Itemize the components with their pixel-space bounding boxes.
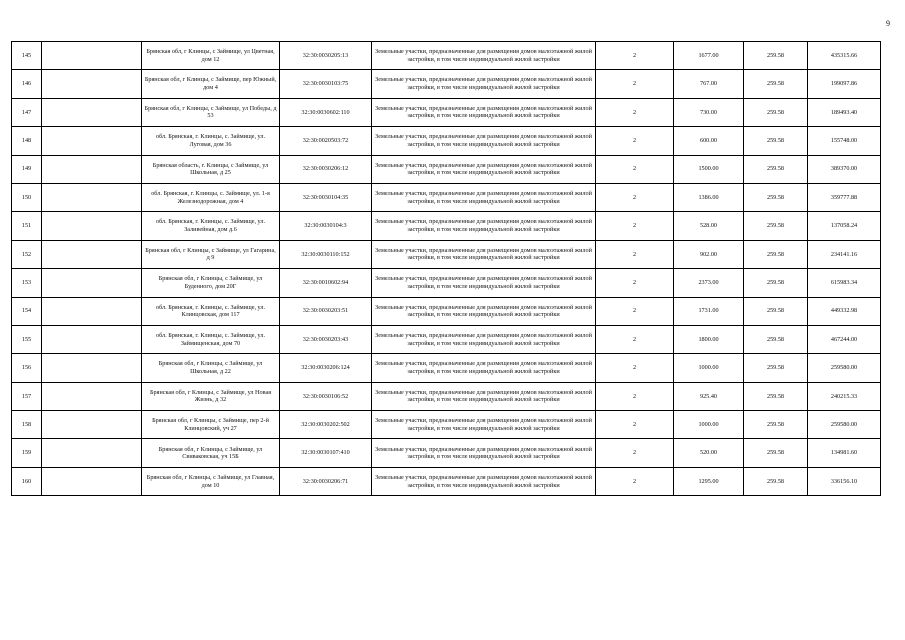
table-row (12, 439, 881, 467)
spacer-cell (42, 42, 142, 70)
group-number-cell: 2 (596, 467, 674, 495)
group-number-cell: 2 (596, 212, 674, 240)
cadastral-value-cell: 234141.16 (808, 240, 881, 268)
spacer-cell (42, 240, 142, 268)
cadastral-number-cell: 32:30:0030205:13 (280, 42, 372, 70)
cadastral-number-cell: 32:30:0020503:72 (280, 127, 372, 155)
cadastral-value-cell: 615983.34 (808, 269, 881, 297)
area-cell: 2373.00 (674, 269, 744, 297)
row-number-cell: 148 (12, 127, 42, 155)
group-number-cell: 2 (596, 269, 674, 297)
land-use-purpose-cell: Земельные участки, предназначенные для размещения домов малоэтажной жилой застройки, в том числе индивидуальной жилой застройки (372, 212, 596, 240)
specific-value-cell: 259.58 (744, 240, 808, 268)
table-row (12, 240, 881, 268)
row-number-cell: 152 (12, 240, 42, 268)
table-row (12, 325, 881, 353)
spacer-cell (42, 354, 142, 382)
address-cell: Брянская обл, г Клинцы, с Займище, ул Новая Жизнь, д 32 (142, 382, 280, 410)
cadastral-number-cell: 32:30:0030206:71 (280, 467, 372, 495)
table-row (12, 212, 881, 240)
area-cell: 1500.00 (674, 155, 744, 183)
area-cell: 730.00 (674, 98, 744, 126)
group-number-cell: 2 (596, 354, 674, 382)
cadastral-number-cell: 32:30:0030106:52 (280, 382, 372, 410)
area-cell: 1386.00 (674, 183, 744, 211)
address-cell: обл. Брянская, г. Клинцы, с. Займище, ул. 1-я Железнодорожная, дом 4 (142, 183, 280, 211)
row-number-cell: 155 (12, 325, 42, 353)
land-use-purpose-cell: Земельные участки, предназначенные для размещения домов малоэтажной жилой застройки, в том числе индивидуальной жилой застройки (372, 155, 596, 183)
cadastral-number-cell: 32:30:0030103:75 (280, 70, 372, 98)
table-row (12, 354, 881, 382)
cadastral-number-cell: 32:30:0030110:152 (280, 240, 372, 268)
land-use-purpose-cell: Земельные участки, предназначенные для размещения домов малоэтажной жилой застройки, в том числе индивидуальной жилой застройки (372, 70, 596, 98)
table-row (12, 155, 881, 183)
spacer-cell (42, 297, 142, 325)
cadastral-number-cell: 32:30:0030107:410 (280, 439, 372, 467)
cadastral-value-cell: 359777.88 (808, 183, 881, 211)
cadastral-value-cell: 259580.00 (808, 354, 881, 382)
cadastral-number-cell: 32:30:0030206:12 (280, 155, 372, 183)
table-row (12, 127, 881, 155)
row-number-cell: 150 (12, 183, 42, 211)
land-use-purpose-cell: Земельные участки, предназначенные для размещения домов малоэтажной жилой застройки, в том числе индивидуальной жилой застройки (372, 183, 596, 211)
cadastral-number-cell: 32:30:0030104:3 (280, 212, 372, 240)
group-number-cell: 2 (596, 411, 674, 439)
address-cell: Брянская обл, г Клинцы, с Займище, пер 2-й Клинцовский, уч 27 (142, 411, 280, 439)
spacer-cell (42, 411, 142, 439)
spacer-cell (42, 127, 142, 155)
specific-value-cell: 259.58 (744, 155, 808, 183)
land-use-purpose-cell: Земельные участки, предназначенные для размещения домов малоэтажной жилой застройки, в том числе индивидуальной жилой застройки (372, 325, 596, 353)
land-use-purpose-cell: Земельные участки, предназначенные для размещения домов малоэтажной жилой застройки, в том числе индивидуальной жилой застройки (372, 297, 596, 325)
land-use-purpose-cell: Земельные участки, предназначенные для размещения домов малоэтажной жилой застройки, в том числе индивидуальной жилой застройки (372, 382, 596, 410)
row-number-cell: 160 (12, 467, 42, 495)
table-row (12, 467, 881, 495)
spacer-cell (42, 439, 142, 467)
cadastral-value-cell: 240215.33 (808, 382, 881, 410)
address-cell: Брянская обл, г Клинцы, с Займище, ул Победы, д 53 (142, 98, 280, 126)
area-cell: 520.00 (674, 439, 744, 467)
spacer-cell (42, 325, 142, 353)
spacer-cell (42, 183, 142, 211)
group-number-cell: 2 (596, 70, 674, 98)
group-number-cell: 2 (596, 127, 674, 155)
row-number-cell: 151 (12, 212, 42, 240)
area-cell: 1677.00 (674, 42, 744, 70)
cadastral-value-cell: 467244.00 (808, 325, 881, 353)
cadastral-value-cell: 189493.40 (808, 98, 881, 126)
cadastral-number-cell: 32:30:0030602:110 (280, 98, 372, 126)
area-cell: 902.00 (674, 240, 744, 268)
address-cell: Брянская обл, г Клинцы, с Займище, ул Главная, дом 10 (142, 467, 280, 495)
address-cell: Брянская обл, г Клинцы, с Займище, ул Цветная, дом 12 (142, 42, 280, 70)
specific-value-cell: 259.58 (744, 98, 808, 126)
row-number-cell: 154 (12, 297, 42, 325)
land-use-purpose-cell: Земельные участки, предназначенные для размещения домов малоэтажной жилой застройки, в том числе индивидуальной жилой застройки (372, 411, 596, 439)
group-number-cell: 2 (596, 240, 674, 268)
spacer-cell (42, 98, 142, 126)
address-cell: Брянская область, г. Клинцы, с Займище, ул Школьная, д 25 (142, 155, 280, 183)
row-number-cell: 145 (12, 42, 42, 70)
area-cell: 1800.00 (674, 325, 744, 353)
group-number-cell: 2 (596, 183, 674, 211)
area-cell: 767.00 (674, 70, 744, 98)
area-cell: 1731.00 (674, 297, 744, 325)
spacer-cell (42, 467, 142, 495)
group-number-cell: 2 (596, 155, 674, 183)
table-row (12, 411, 881, 439)
group-number-cell: 2 (596, 42, 674, 70)
cadastral-value-cell: 449332.98 (808, 297, 881, 325)
group-number-cell: 2 (596, 98, 674, 126)
cadastral-value-cell: 435315.66 (808, 42, 881, 70)
area-cell: 528.00 (674, 212, 744, 240)
table-row (12, 42, 881, 70)
area-cell: 1000.00 (674, 354, 744, 382)
specific-value-cell: 259.58 (744, 354, 808, 382)
group-number-cell: 2 (596, 325, 674, 353)
land-plots-table (11, 41, 881, 496)
address-cell: Брянская обл, г Клинцы, с Займище, ул Свиваковская, уч 15Б (142, 439, 280, 467)
address-cell: Брянская обл, г Клинцы, с Займище, ул Гагарина, д 9 (142, 240, 280, 268)
row-number-cell: 158 (12, 411, 42, 439)
area-cell: 600.00 (674, 127, 744, 155)
row-number-cell: 147 (12, 98, 42, 126)
address-cell: обл. Брянская, г. Клинцы, с. Займище, ул. Луговая, дом 36 (142, 127, 280, 155)
cadastral-number-cell: 32:30:0030206:124 (280, 354, 372, 382)
address-cell: Брянская обл, г Клинцы, с Займище, пер Южный, дом 4 (142, 70, 280, 98)
land-use-purpose-cell: Земельные участки, предназначенные для размещения домов малоэтажной жилой застройки, в том числе индивидуальной жилой застройки (372, 240, 596, 268)
cadastral-number-cell: 32:30:0030203:51 (280, 297, 372, 325)
table-row (12, 297, 881, 325)
row-number-cell: 153 (12, 269, 42, 297)
cadastral-value-cell: 336156.10 (808, 467, 881, 495)
specific-value-cell: 259.58 (744, 325, 808, 353)
land-use-purpose-cell: Земельные участки, предназначенные для размещения домов малоэтажной жилой застройки, в том числе индивидуальной жилой застройки (372, 269, 596, 297)
address-cell: Брянская обл, г Клинцы, с Займище, ул Буденного, дом 20Г (142, 269, 280, 297)
cadastral-number-cell: 32:30:0010602:94 (280, 269, 372, 297)
specific-value-cell: 259.58 (744, 42, 808, 70)
row-number-cell: 156 (12, 354, 42, 382)
spacer-cell (42, 155, 142, 183)
address-cell: Брянская обл, г Клинцы, с Займище, ул Школьная, д 22 (142, 354, 280, 382)
address-cell: обл. Брянская, г. Клинцы, с. Займище, ул. Клинцовская, дом 117 (142, 297, 280, 325)
specific-value-cell: 259.58 (744, 382, 808, 410)
land-use-purpose-cell: Земельные участки, предназначенные для размещения домов малоэтажной жилой застройки, в том числе индивидуальной жилой застройки (372, 42, 596, 70)
area-cell: 1000.00 (674, 411, 744, 439)
specific-value-cell: 259.58 (744, 467, 808, 495)
specific-value-cell: 259.58 (744, 212, 808, 240)
spacer-cell (42, 212, 142, 240)
cadastral-number-cell: 32:30:0030203:43 (280, 325, 372, 353)
cadastral-value-cell: 155748.00 (808, 127, 881, 155)
cadastral-value-cell: 134981.60 (808, 439, 881, 467)
land-use-purpose-cell: Земельные участки, предназначенные для размещения домов малоэтажной жилой застройки, в том числе индивидуальной жилой застройки (372, 127, 596, 155)
land-use-purpose-cell: Земельные участки, предназначенные для размещения домов малоэтажной жилой застройки, в том числе индивидуальной жилой застройки (372, 467, 596, 495)
specific-value-cell: 259.58 (744, 411, 808, 439)
row-number-cell: 159 (12, 439, 42, 467)
address-cell: обл. Брянская, г. Клинцы, с. Займище, ул. Заливейная, дом д.6 (142, 212, 280, 240)
spacer-cell (42, 70, 142, 98)
specific-value-cell: 259.58 (744, 439, 808, 467)
specific-value-cell: 259.58 (744, 127, 808, 155)
table-row (12, 98, 881, 126)
specific-value-cell: 259.58 (744, 70, 808, 98)
land-use-purpose-cell: Земельные участки, предназначенные для размещения домов малоэтажной жилой застройки, в том числе индивидуальной жилой застройки (372, 354, 596, 382)
address-cell: обл. Брянская, г. Клинцы, с. Займище, ул. Займищенская, дом 70 (142, 325, 280, 353)
row-number-cell: 146 (12, 70, 42, 98)
table-row (12, 269, 881, 297)
table-row (12, 382, 881, 410)
land-use-purpose-cell: Земельные участки, предназначенные для размещения домов малоэтажной жилой застройки, в том числе индивидуальной жилой застройки (372, 439, 596, 467)
group-number-cell: 2 (596, 297, 674, 325)
specific-value-cell: 259.58 (744, 297, 808, 325)
cadastral-number-cell: 32:30:0030104:35 (280, 183, 372, 211)
cadastral-number-cell: 32:30:0030202:502 (280, 411, 372, 439)
cadastral-value-cell: 259580.00 (808, 411, 881, 439)
table-row (12, 70, 881, 98)
group-number-cell: 2 (596, 439, 674, 467)
row-number-cell: 149 (12, 155, 42, 183)
page-number: 9 (886, 19, 890, 28)
area-cell: 1295.00 (674, 467, 744, 495)
land-use-purpose-cell: Земельные участки, предназначенные для размещения домов малоэтажной жилой застройки, в том числе индивидуальной жилой застройки (372, 98, 596, 126)
row-number-cell: 157 (12, 382, 42, 410)
area-cell: 925.40 (674, 382, 744, 410)
specific-value-cell: 259.58 (744, 183, 808, 211)
spacer-cell (42, 382, 142, 410)
table-body (12, 42, 881, 496)
cadastral-value-cell: 137058.24 (808, 212, 881, 240)
spacer-cell (42, 269, 142, 297)
table-row (12, 183, 881, 211)
specific-value-cell: 259.58 (744, 269, 808, 297)
group-number-cell: 2 (596, 382, 674, 410)
cadastral-value-cell: 199097.86 (808, 70, 881, 98)
cadastral-value-cell: 389370.00 (808, 155, 881, 183)
